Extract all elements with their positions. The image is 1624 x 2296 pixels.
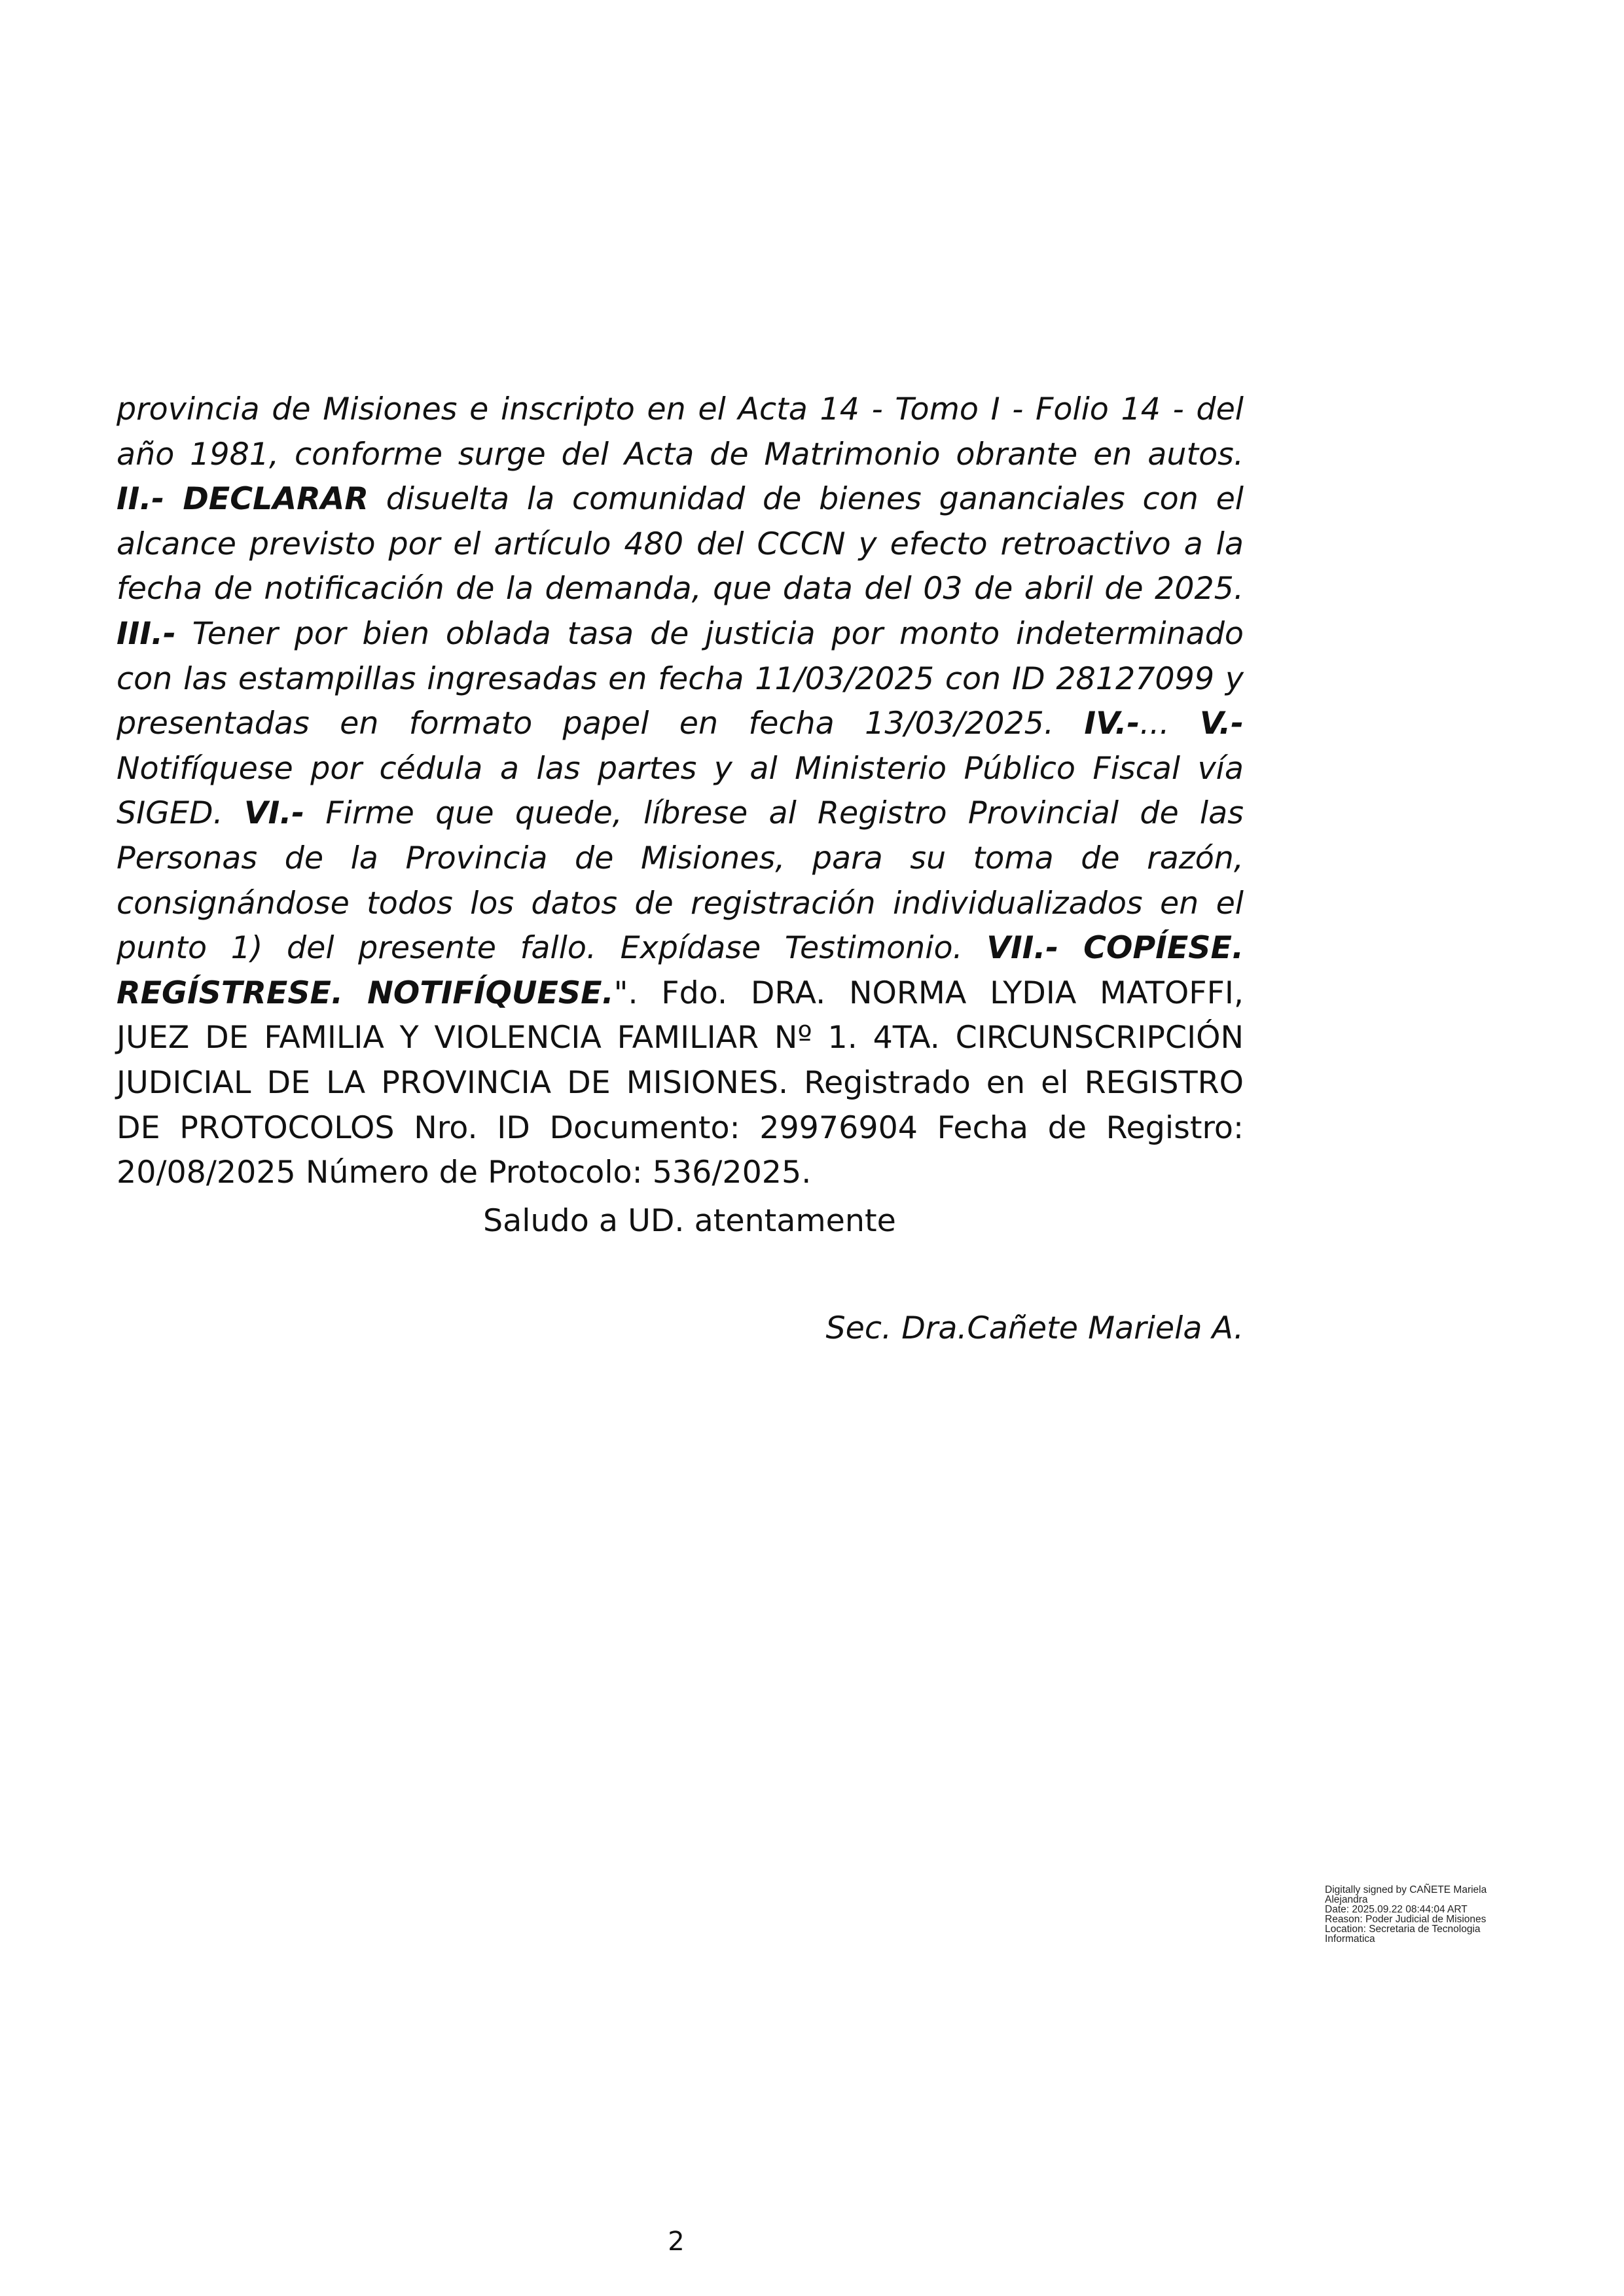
- text-segment: disuelta la comunidad de bienes gananciales con el alcance previsto por el artículo 480 del CCCN y efecto retroactivo a la fecha de notificación de la demanda, que data del 03 de abril de 2025.: [117, 481, 1244, 607]
- item-vi-heading: VI.-: [244, 795, 305, 832]
- digital-signature-location: Location: Secretaria de Tecnologia Informatica: [1325, 1924, 1481, 1945]
- item-ii-heading: II.- DECLARAR: [117, 481, 369, 518]
- item-iii-heading: III.-: [117, 615, 176, 652]
- digital-signature-date: Date: 2025.09.22 08:44:04 ART: [1325, 1904, 1468, 1915]
- item-iv-heading: IV.-: [1084, 706, 1140, 742]
- text-segment: provincia de Misiones e inscripto en el Acta 14 - Tomo I - Folio 14 - del año 1981, conforme surge del Acta de Matrimonio obrante en autos.: [117, 391, 1244, 473]
- digital-signature-signer: Digitally signed by CAÑETE Mariela Alejandra: [1325, 1884, 1487, 1905]
- text-segment-signature-info: ". Fdo. DRA. NORMA LYDIA MATOFFI, JUEZ DE FAMILIA Y VIOLENCIA FAMILIAR Nº 1. 4TA. CIRCUNSCRIPCIÓN JUDICIAL DE LA PROVINCIA DE MISIONES. Registrado en el REGISTRO DE PROTOCOLOS Nro. ID Documento: 29976904 Fecha de Registro: 20/08/2025 Número de Protocolo: 536/2025.: [117, 975, 1244, 1191]
- item-v-heading: V.-: [1199, 706, 1244, 742]
- item-vii-heading: VII.- COPÍESE. REGÍSTRESE. NOTIFÍQUESE.: [117, 930, 1244, 1011]
- digital-signature-stamp: [1325, 1885, 1521, 1944]
- closing-greeting: Saludo a UD. atentamente: [483, 1203, 896, 1239]
- text-segment: Firme que quede, líbrese al Registro Provincial de las Personas de la Provincia de Misiones, para su toma de razón, consignándose todos los datos de registración individualizados en el punto 1) del presente fallo. Expídase Testimonio.: [117, 795, 1244, 967]
- text-segment: Notifíquese por cédula a las partes y al Ministerio Público Fiscal vía SIGED.: [117, 750, 1244, 832]
- resolution-paragraph: [117, 387, 1244, 1196]
- digital-signature-reason: Reason: Poder Judicial de Misiones: [1325, 1914, 1487, 1925]
- text-segment: Tener por bien oblada tasa de justicia por monto indeterminado con las estampillas ingresadas en fecha 11/03/2025 con ID 28127099 y presentadas en formato papel en fecha 13/03/2025.: [117, 615, 1244, 742]
- page-number: 2: [668, 2227, 685, 2257]
- signer-name: Sec. Dra.Cañete Mariela A.: [825, 1310, 1244, 1346]
- text-segment: ...: [1140, 706, 1200, 742]
